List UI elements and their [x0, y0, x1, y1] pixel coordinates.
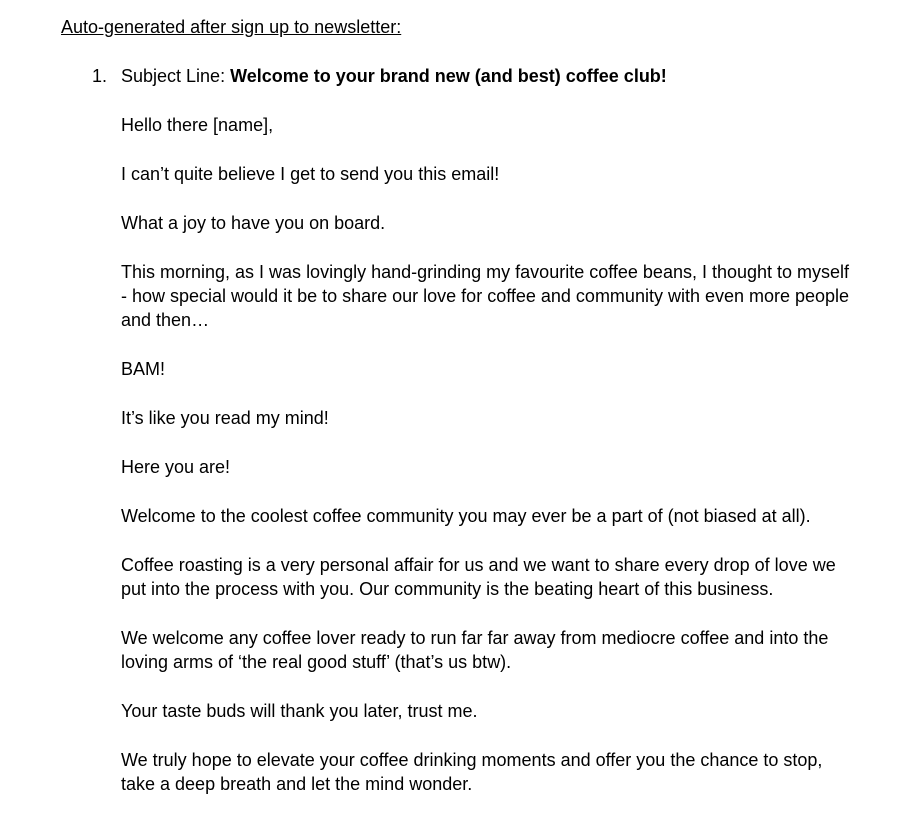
- paragraph: We welcome any coffee lover ready to run far far away from mediocre coffee and into the loving arms of ‘the real good stuff’ (that’s us btw).: [121, 628, 829, 672]
- paragraph: BAM!: [121, 359, 166, 379]
- paragraph: This morning, as I was lovingly hand-grinding my favourite coffee beans, I thought to myself - how special would it be to share our love for coffee and community with even more people and then…: [121, 262, 850, 330]
- subject-line: [121, 64, 667, 88]
- paragraph: What a joy to have you on board.: [121, 213, 386, 233]
- document-heading: Auto-generated after sign up to newsletter:: [61, 17, 402, 37]
- email-body: [121, 113, 856, 821]
- paragraph: It’s like you read my mind!: [121, 408, 329, 428]
- paragraph: Here you are!: [121, 457, 231, 477]
- subject-label: Subject Line:: [121, 66, 231, 86]
- paragraph-greeting: Hello there [name],: [121, 115, 274, 135]
- paragraph: Your taste buds will thank you later, trust me.: [121, 701, 478, 721]
- paragraph: Welcome to the coolest coffee community you may ever be a part of (not biased at all).: [121, 506, 811, 526]
- paragraph: We truly hope to elevate your coffee drinking moments and offer you the chance to stop, take a deep breath and let the mind wonder.: [121, 750, 823, 794]
- subject-value: Welcome to your brand new (and best) coffee club!: [230, 66, 667, 86]
- list-number: 1.: [92, 66, 108, 86]
- paragraph: Coffee roasting is a very personal affair for us and we want to share every drop of love we put into the process with you. Our community is the beating heart of this business.: [121, 555, 836, 599]
- paragraph: I can’t quite believe I get to send you this email!: [121, 164, 500, 184]
